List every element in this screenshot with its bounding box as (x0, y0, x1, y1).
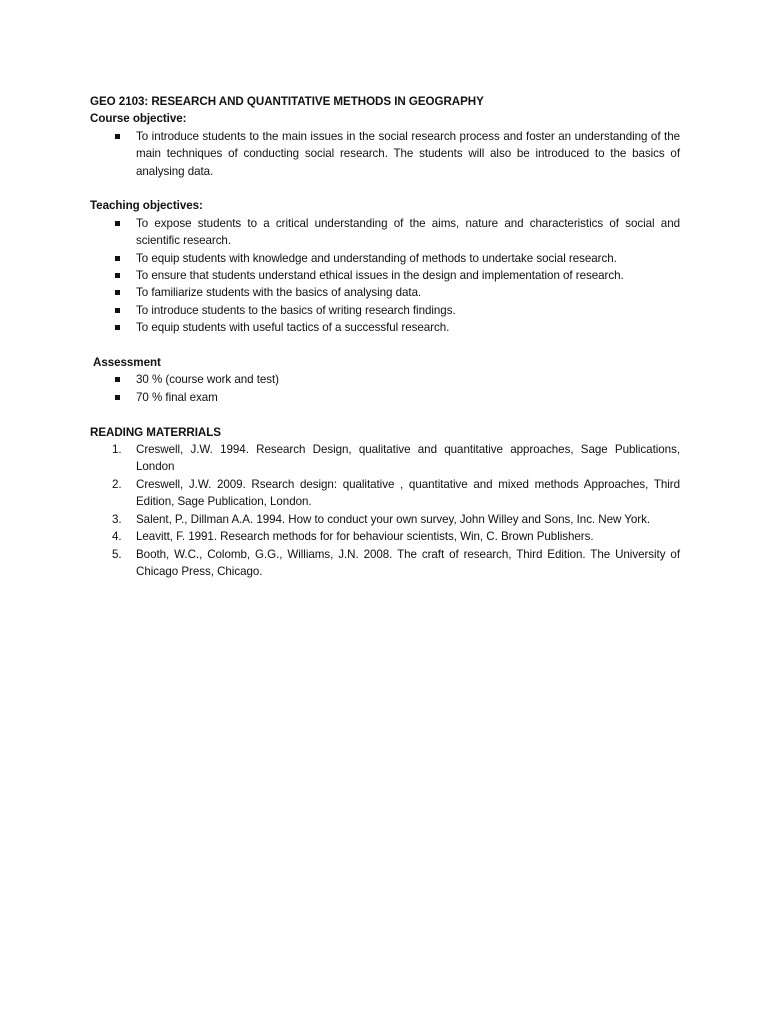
list-item-text: Creswell, J.W. 1994. Research Design, qualitative and quantitative approaches, Sage Publications, London (136, 443, 680, 474)
course-objective-list (90, 128, 680, 180)
list-item (90, 128, 680, 180)
list-number: 4. (112, 530, 122, 544)
teaching-objectives-section (90, 197, 680, 336)
list-item-text: To introduce students to the main issues in the social research process and foster an understanding of the main techniques of conducting social research. The students will also be introduced to the basics of analysing data. (136, 129, 680, 178)
list-item-text: To familiarize students with the basics of analysing data. (136, 286, 422, 300)
list-item (90, 389, 680, 406)
list-item-text: 70 % final exam (136, 390, 218, 404)
list-number: 5. (112, 547, 122, 561)
reading-materials-list (90, 441, 680, 580)
list-item-text: To equip students with knowledge and understanding of methods to undertake social research. (136, 251, 617, 265)
list-item-text: To introduce students to the basics of writing research findings. (136, 303, 456, 317)
list-item-text: To ensure that students understand ethical issues in the design and implementation of research. (136, 269, 624, 283)
course-objective-section (90, 93, 680, 180)
list-item (90, 284, 680, 301)
list-item-text: To equip students with useful tactics of a successful research. (136, 321, 450, 335)
list-number: 1. (112, 443, 122, 457)
list-item-text: Booth, W.C., Colomb, G.G., Williams, J.N. 2008. The craft of research, Third Edition. The University of Chicago Press, Chicago. (136, 547, 680, 578)
bullet-marker (115, 134, 120, 139)
list-item (90, 528, 680, 545)
bullet-marker (115, 395, 120, 400)
list-item (90, 267, 680, 284)
reading-materials-heading: READING MATERRIALS (90, 425, 221, 439)
list-item (90, 371, 680, 388)
course-title: GEO 2103: RESEARCH AND QUANTITATIVE METHODS IN GEOGRAPHY (90, 95, 484, 108)
course-objective-heading: Course objective: (90, 112, 187, 126)
list-item (90, 511, 680, 528)
list-item (90, 250, 680, 267)
document-content (90, 93, 680, 580)
teaching-objectives-list (90, 215, 680, 337)
teaching-objectives-heading: Teaching objectives: (90, 199, 203, 213)
bullet-marker (115, 256, 120, 261)
list-number: 3. (112, 512, 122, 526)
list-number: 2. (112, 477, 122, 491)
bullet-marker (115, 377, 120, 382)
assessment-section (90, 354, 680, 406)
assessment-list (90, 371, 680, 406)
bullet-marker (115, 325, 120, 330)
list-item-text: Salent, P., Dillman A.A. 1994. How to conduct your own survey, John Willey and Sons, Inc. New York. (136, 512, 651, 526)
list-item (90, 546, 680, 581)
assessment-heading: Assessment (93, 356, 161, 370)
reading-materials-section (90, 424, 680, 581)
bullet-marker (115, 290, 120, 295)
list-item (90, 302, 680, 319)
bullet-marker (115, 221, 120, 226)
list-item (90, 476, 680, 511)
list-item (90, 215, 680, 250)
list-item-text: Creswell, J.W. 2009. Rsearch design: qualitative , quantitative and mixed methods Approaches, Third Edition, Sage Publication, London. (136, 477, 680, 509)
list-item-text: Leavitt, F. 1991. Research methods for for behaviour scientists, Win, C. Brown Publishers. (136, 530, 594, 544)
list-item (90, 319, 680, 336)
list-item (90, 441, 680, 476)
list-item-text: To expose students to a critical understanding of the aims, nature and characteristics of social and scientific research. (136, 216, 680, 248)
bullet-marker (115, 273, 120, 278)
list-item-text: 30 % (course work and test) (136, 373, 279, 387)
bullet-marker (115, 308, 120, 313)
